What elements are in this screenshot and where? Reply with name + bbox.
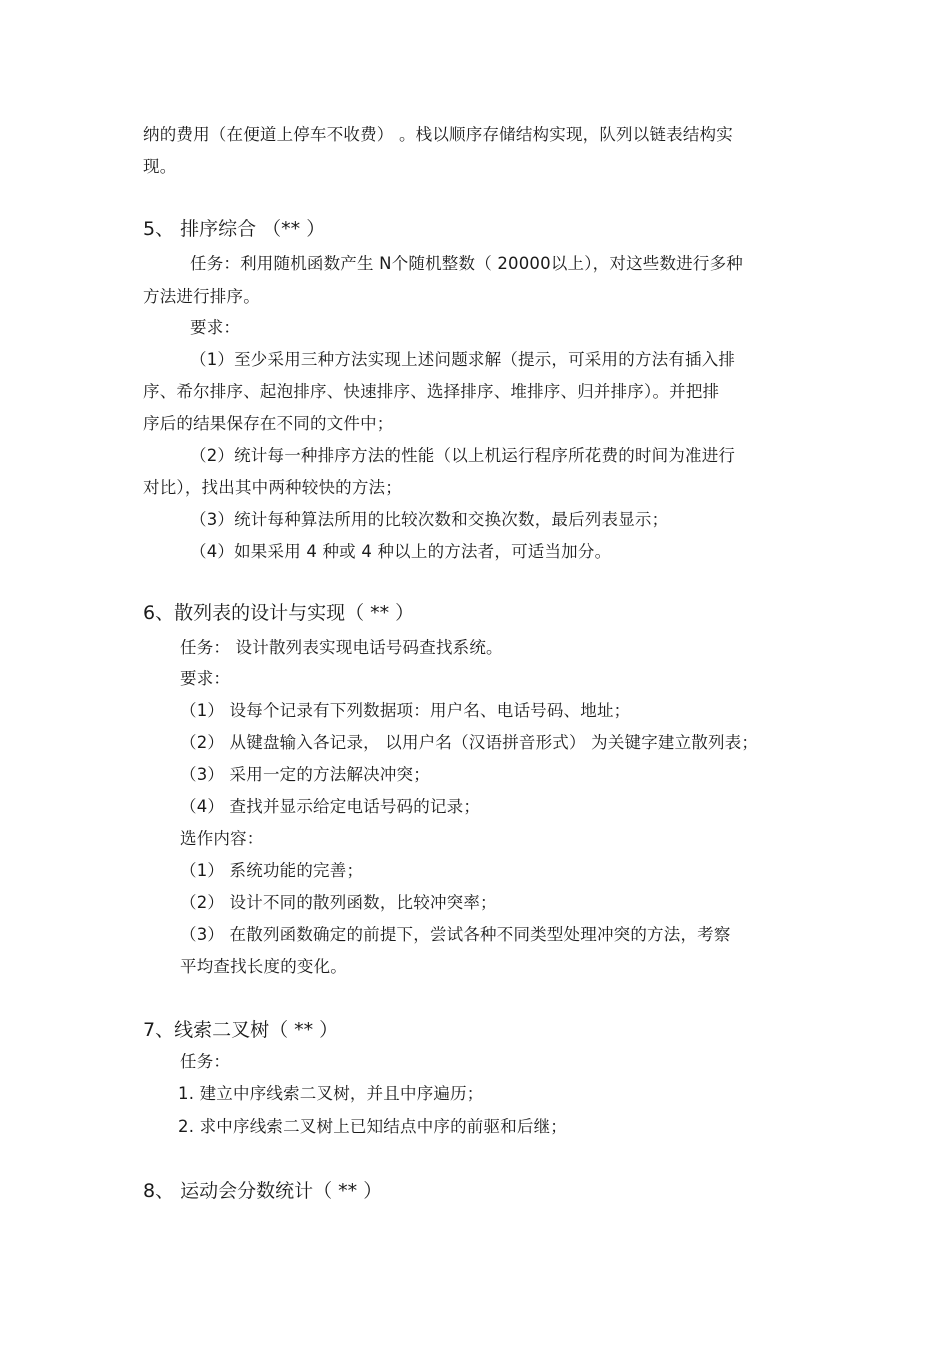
s6-req-4: （4） 查找并显示给定电话号码的记录；: [180, 797, 481, 816]
s6-req-1: （1） 设每个记录有下列数据项：用户名、电话号码、地址；: [180, 701, 631, 720]
s5-req-3: （3）统计每种算法所用的比较次数和交换次数，最后列表显示；: [190, 510, 669, 529]
section-6-title: 6、散列表的设计与实现（ ** ）: [143, 602, 415, 624]
s5-req-4: （4）如果采用 4 种或 4 种以上的方法者，可适当加分。: [190, 542, 612, 561]
s6-opt-2: （2） 设计不同的散列函数，比较冲突率；: [180, 893, 497, 912]
s6-req-2: （2） 从键盘输入各记录， 以用户名（汉语拼音形式） 为关键字建立散列表；: [180, 733, 759, 752]
s6-req-3: （3） 采用一定的方法解决冲突；: [180, 765, 430, 784]
s5-req-1-line-2: 序、希尔排序、起泡排序、快速排序、选择排序、堆排序、归并排序）。并把排: [143, 382, 720, 401]
s6-optional-label: 选作内容：: [180, 829, 264, 848]
s5-requirements-label: 要求：: [190, 318, 241, 337]
s6-opt-1: （1） 系统功能的完善；: [180, 861, 364, 880]
s5-task-line-1: 任务：利用随机函数产生 N个随机整数（ 20000以上），对这些数进行多种: [190, 254, 743, 273]
s5-req-1-line-1: （1）至少采用三种方法实现上述问题求解（提示，可采用的方法有插入排: [190, 350, 736, 369]
s6-task: 任务： 设计散列表实现电话号码查找系统。: [180, 638, 503, 657]
s6-opt-3-line-2: 平均查找长度的变化。: [180, 957, 347, 976]
s5-req-1-line-3: 序后的结果保存在不同的文件中；: [143, 414, 394, 433]
s7-item-1: 1. 建立中序线索二叉树，并且中序遍历；: [178, 1084, 484, 1103]
s7-task-label: 任务：: [180, 1052, 231, 1071]
s5-task-line-2: 方法进行排序。: [143, 287, 260, 306]
s6-requirements-label: 要求：: [180, 669, 231, 688]
section-5-title: 5、 排序综合 （** ）: [143, 218, 326, 240]
intro-line-2: 现。: [143, 157, 177, 176]
section-7-title: 7、线索二叉树（ ** ）: [143, 1019, 339, 1041]
section-8-title: 8、 运动会分数统计（ ** ）: [143, 1180, 383, 1202]
intro-line-1: 纳的费用（在便道上停车不收费） 。栈以顺序存储结构实现，队列以链表结构实: [143, 125, 733, 144]
s6-opt-3-line-1: （3） 在散列函数确定的前提下，尝试各种不同类型处理冲突的方法，考察: [180, 925, 731, 944]
s5-req-2-line-1: （2）统计每一种排序方法的性能（以上机运行程序所花费的时间为准进行: [190, 446, 736, 465]
s5-req-2-line-2: 对比），找出其中两种较快的方法；: [143, 478, 402, 497]
s7-item-2: 2. 求中序线索二叉树上已知结点中序的前驱和后继；: [178, 1117, 567, 1136]
